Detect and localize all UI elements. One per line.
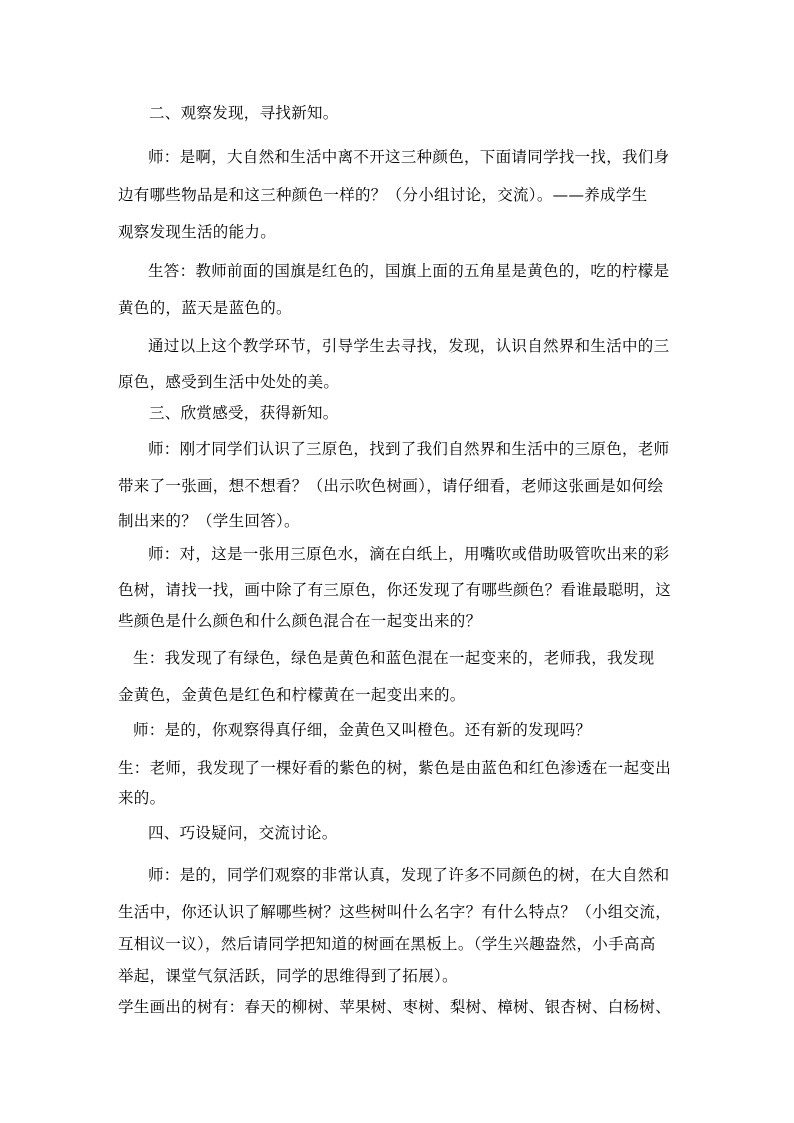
paragraph-line: 师：刚才同学们认识了三原色，找到了我们自然界和生活中的三原色，老师 <box>148 440 670 458</box>
paragraph-line: 金黄色，金黄色是红色和柠檬黄在一起变出来的。 <box>118 686 466 704</box>
paragraph-line: 生：老师，我发现了一棵好看的紫色的树，紫色是由蓝色和红色渗透在一起变出 <box>118 759 672 777</box>
paragraph-line: 边有哪些物品是和这三种颜色一样的？（分小组讨论，交流）。——养成学生 <box>118 186 648 204</box>
paragraph-line: 师：对，这是一张用三原色水，滴在白纸上，用嘴吹或借助吸管吹出来的彩 <box>148 545 670 563</box>
paragraph-line: 带来了一张画，想不想看？（出示吹色树画），请仔细看，老师这张画是如何绘 <box>118 477 664 495</box>
paragraph-line: 师：是的，同学们观察的非常认真，发现了许多不同颜色的树，在大自然和 <box>148 866 670 884</box>
paragraph-line: 原色，感受到生活中处处的美。 <box>118 373 340 391</box>
paragraph-line: 学生画出的树有：春天的柳树、苹果树、枣树、梨树、樟树、银杏树、白杨树、 <box>118 998 672 1016</box>
paragraph-line: 师：是啊，大自然和生活中离不开这三种颜色，下面请同学找一找，我们身 <box>148 148 670 166</box>
paragraph-line: 些颜色是什么颜色和什么颜色混合在一起变出来的？ <box>118 612 482 630</box>
paragraph-line: 黄色的，蓝天是蓝色的。 <box>118 299 292 317</box>
paragraph-line: 生：我发现了有绿色，绿色是黄色和蓝色混在一起变来的，老师我，我发现 <box>133 649 655 667</box>
paragraph-line: 生答：教师前面的国旗是红色的，国旗上面的五角星是黄色的，吃的柠檬是 <box>148 262 670 280</box>
paragraph-line: 师：是的，你观察得真仔细，金黄色又叫橙色。还有新的发现吗？ <box>133 721 592 739</box>
paragraph-line: 生活中，你还认识了解哪些树？这些树叫什么名字？有什么特点？（小组交流， <box>118 903 672 921</box>
paragraph-line: 观察发现生活的能力。 <box>118 223 277 241</box>
section-heading-2: 二、观察发现，寻找新知。 <box>149 104 339 122</box>
paragraph-line: 举起，课堂气氛活跃，同学的思维得到了拓展）。 <box>118 967 458 985</box>
paragraph-line: 色树，请找一找，画中除了有三原色，你还发现了有哪些颜色？看谁最聪明，这 <box>118 581 672 599</box>
section-heading-4: 四、巧设疑问，交流讨论。 <box>148 824 338 842</box>
paragraph-line: 通过以上这个教学环节，引导学生去寻找，发现，认识自然界和生活中的三 <box>148 337 670 355</box>
paragraph-line: 互相议一议），然后请同学把知道的树画在黑板上。（学生兴趣盎然，小手高高 <box>118 935 656 953</box>
paragraph-line: 来的。 <box>118 789 166 807</box>
paragraph-line: 制出来的？（学生回答）。 <box>118 512 300 530</box>
section-heading-3: 三、欣赏感受，获得新知。 <box>149 404 339 422</box>
